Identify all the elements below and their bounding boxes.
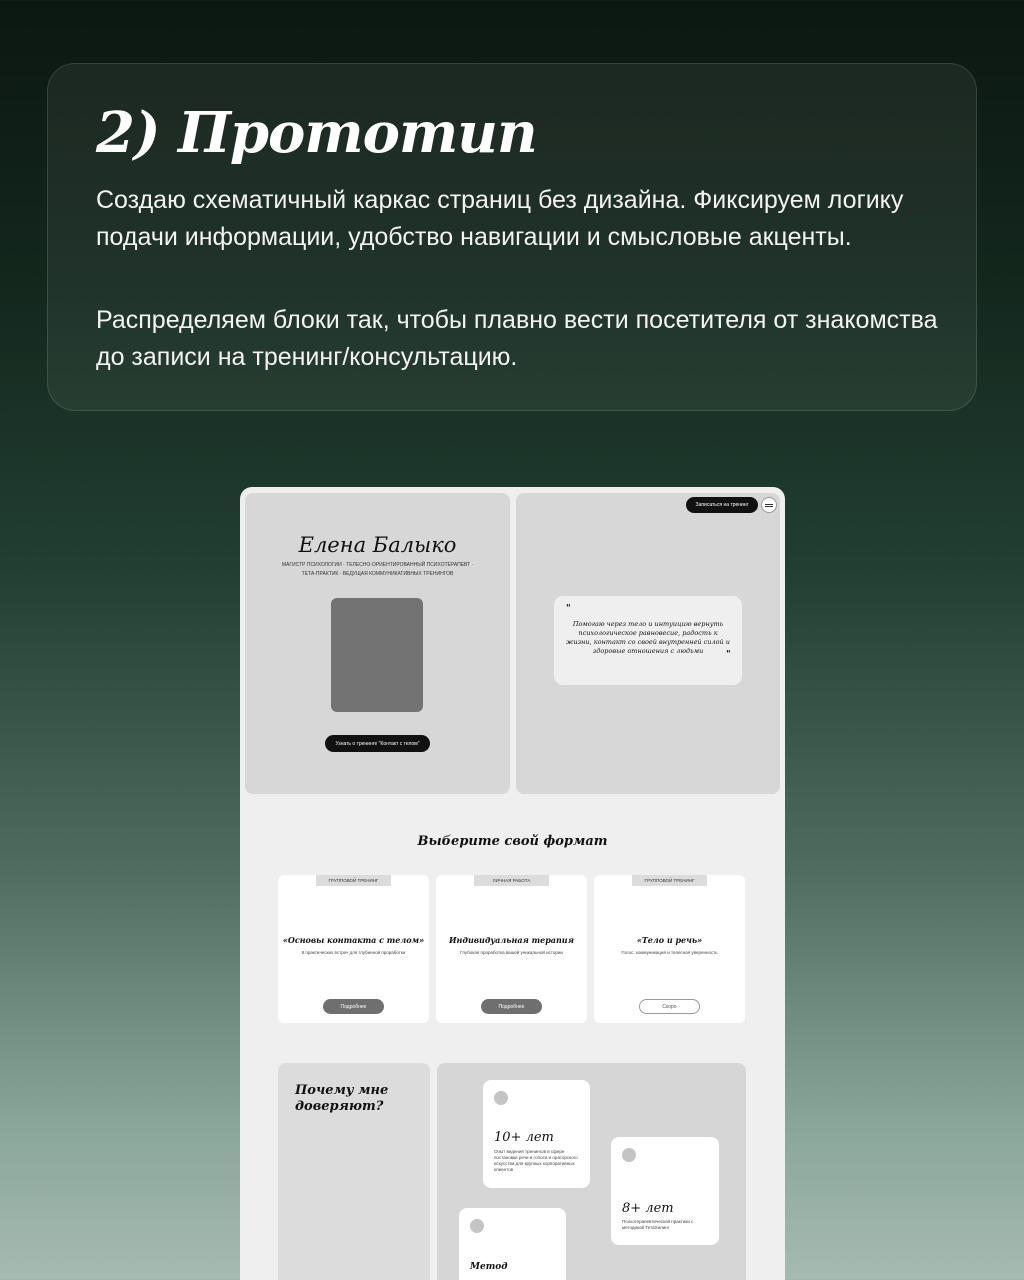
format-desc: 8 практических встреч для глубинной проработки [301,950,406,955]
stat-number: 10+ лет [494,1130,554,1145]
prototype-mockup [240,487,785,1280]
hero-right-panel [516,493,780,794]
intro-card [47,63,977,411]
photo-placeholder [331,598,423,712]
format-tag: ГРУППОВОЙ ТРЕНИНГ [316,875,391,886]
hero-left-panel [245,493,510,794]
hero-name: Елена Балыко [298,533,457,557]
intro-paragraph-2: Распределяем блоки так, чтобы плавно вести посетителя от знакомства до записи на тренинг/консультацию. [96,306,938,371]
trust-stats-panel [437,1063,746,1280]
format-desc: Глубокая проработка вашей уникальной истории [460,950,563,955]
hamburger-icon[interactable] [761,497,777,513]
trust-title: Почему мне доверяют? [295,1083,389,1114]
hero-cta-button[interactable]: Узнать о тренинге "Контакт с телом" [325,735,430,752]
quote-box [554,596,742,685]
stat-card [459,1208,566,1280]
intro-paragraph-1: Создаю схематичный каркас страниц без дизайна. Фиксируем логику подачи информации, удобство навигации и смысловые акценты. [96,186,904,251]
nav-signup-button[interactable]: Записаться на тренинг [686,497,758,513]
format-card [436,875,587,1023]
format-desc: Голос, коммуникация и телесная уверенность [621,950,718,955]
stat-number: 8+ лет [622,1201,674,1216]
stat-card [483,1080,590,1188]
format-title: Индивидуальная терапия [448,935,574,945]
quote-close-mark: " [726,650,731,660]
quote-text: Помогаю через тело и интуицию вернуть психологическое равновесие, радость к жизни, контакт со своей внутренней силой и здоровые отношения с людьми [566,620,730,655]
quote-open-mark: " [566,604,571,614]
format-card [278,875,429,1023]
format-title: «Тело и речь» [636,935,703,945]
page-title: 2) Прототип [96,100,537,166]
trust-title-panel [278,1063,430,1280]
hero-subtitle: МАГИСТР ПСИХОЛОГИИ · ТЕЛЕСНО-ОРИЕНТИРОВАННЫЙ ПСИХОТЕРАПЕВТ · ТЕТА-ПРАКТИК · ВЕДУЩАЯ КОММУНИКАТИВНЫХ ТРЕНИНГОВ [281,562,474,577]
stat-dot [622,1148,636,1162]
format-details-button[interactable]: Подробнее [323,999,384,1014]
formats-title: Выберите свой формат [417,834,608,849]
stat-description: Психотерапевтической практики с методикой ТетаХилинг [622,1219,694,1230]
format-tag: ЛИЧНАЯ РАБОТА [474,875,549,886]
format-card [594,875,745,1023]
stat-dot [494,1091,508,1105]
stat-number: Метод [470,1262,508,1272]
format-tag: ГРУППОВОЙ ТРЕНИНГ [632,875,707,886]
stat-dot [470,1219,484,1233]
format-details-button[interactable]: Подробнее [481,999,542,1014]
format-soon-button[interactable]: Скоро [639,999,700,1014]
format-title: «Основы контакта с телом» [282,935,425,945]
stat-card [611,1137,719,1245]
stat-description: Опыт ведения тренингов в сфере постановки речи и голоса и ораторского искусства для крупных корпоративных клиентов [494,1149,578,1172]
